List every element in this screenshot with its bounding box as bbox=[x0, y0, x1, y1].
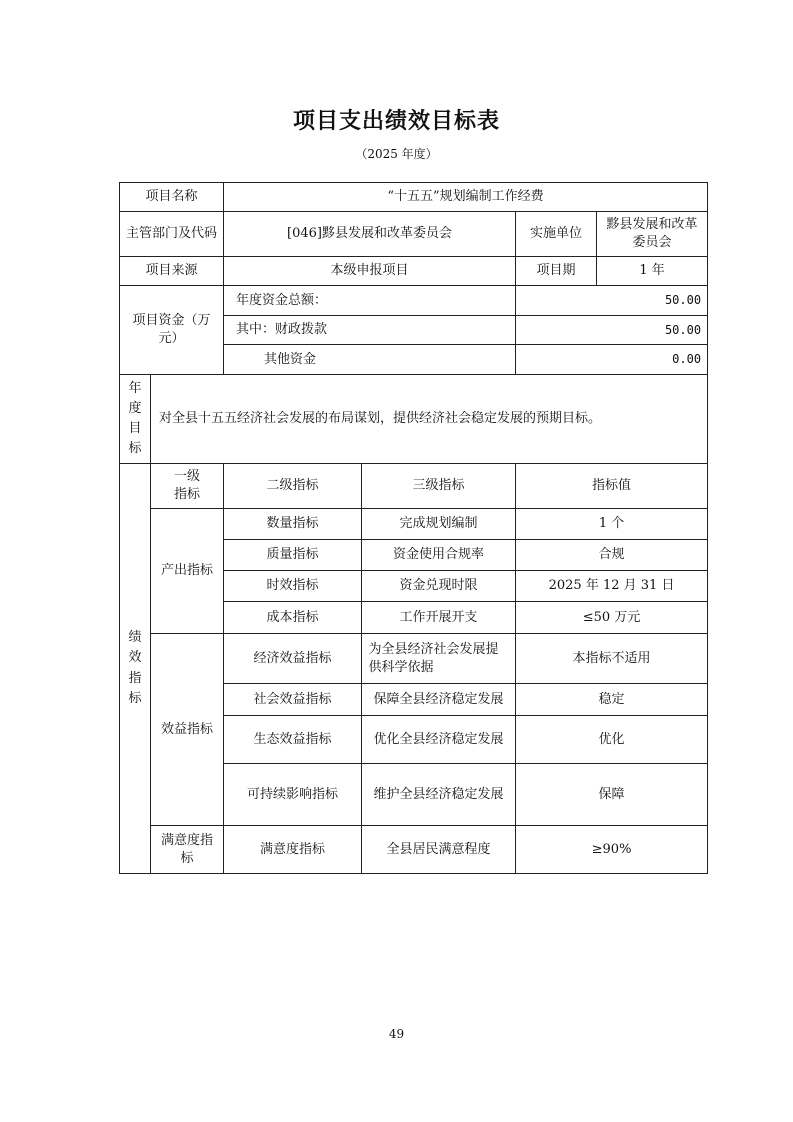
page-number: 49 bbox=[388, 1027, 405, 1041]
project-period-value: 1 年 bbox=[597, 257, 708, 286]
indicator-value: 1 个 bbox=[516, 509, 708, 540]
indicator-value: 优化 bbox=[516, 716, 708, 764]
funds-item-label: 其他资金 bbox=[224, 345, 516, 375]
satisfaction-row bbox=[120, 826, 708, 874]
indicator-value: 合规 bbox=[516, 540, 708, 571]
indicator-value: ≥90% bbox=[516, 826, 708, 874]
project-funds-label-text: 项目资金（万元） bbox=[132, 313, 211, 346]
header-value: 指标值 bbox=[516, 464, 708, 509]
satisfaction-indicator-label-text: 满意度指标 bbox=[160, 832, 213, 866]
indicator-value: 本指标不适用 bbox=[516, 634, 708, 684]
level3-indicator: 全县居民满意程度 bbox=[362, 826, 516, 874]
benefit-indicator-label: 效益指标 bbox=[151, 634, 224, 826]
indicator-value: ≤50 万元 bbox=[516, 602, 708, 634]
department-row bbox=[120, 212, 708, 257]
header-level2: 二级指标 bbox=[224, 464, 362, 509]
funds-item-value: 0.00 bbox=[516, 345, 708, 375]
level2-indicator: 满意度指标 bbox=[224, 826, 362, 874]
level2-indicator: 数量指标 bbox=[224, 509, 362, 540]
level2-indicator: 社会效益指标 bbox=[224, 684, 362, 716]
performance-indicators-label-text: 绩效指标 bbox=[128, 630, 142, 706]
page-title: 项目支出绩效目标表 bbox=[292, 109, 500, 134]
level2-indicator: 经济效益指标 bbox=[224, 634, 362, 684]
level3-indicator: 保障全县经济稳定发展 bbox=[362, 684, 516, 716]
funds-item-value: 50.00 bbox=[516, 286, 708, 316]
department-value: [046]黟县发展和改革委员会 bbox=[224, 212, 516, 257]
fiscal-year: （2025 年度） bbox=[355, 147, 438, 161]
indicator-value: 保障 bbox=[516, 764, 708, 826]
indicator-value: 2025 年 12 月 31 日 bbox=[516, 571, 708, 602]
annual-goal-label bbox=[120, 375, 151, 464]
level3-indicator: 工作开展开支 bbox=[362, 602, 516, 634]
header-level1-text: 一级指标 bbox=[173, 469, 200, 502]
implementing-unit-value: 黟县发展和改革委员会 bbox=[597, 212, 708, 257]
source-row bbox=[120, 257, 708, 286]
performance-indicators-label bbox=[120, 464, 151, 874]
department-label: 主管部门及代码 bbox=[120, 212, 224, 257]
indicator-value: 稳定 bbox=[516, 684, 708, 716]
annual-goal-row bbox=[120, 375, 708, 464]
project-source-label: 项目来源 bbox=[120, 257, 224, 286]
funds-item-label: 年度资金总额： bbox=[224, 286, 516, 316]
satisfaction-indicator-label bbox=[151, 826, 224, 874]
header-level3: 三级指标 bbox=[362, 464, 516, 509]
level2-indicator: 时效指标 bbox=[224, 571, 362, 602]
funds-item-label: 其中：财政拨款 bbox=[224, 316, 516, 345]
level2-indicator: 质量指标 bbox=[224, 540, 362, 571]
performance-target-table bbox=[119, 182, 708, 874]
level3-indicator: 资金兑现时限 bbox=[362, 571, 516, 602]
project-name-label: 项目名称 bbox=[120, 183, 224, 212]
level2-indicator: 成本指标 bbox=[224, 602, 362, 634]
level3-indicator-text: 为全县经济社会发展提供科学依据 bbox=[368, 641, 499, 675]
project-funds-label bbox=[120, 286, 224, 375]
level3-indicator: 优化全县经济稳定发展 bbox=[362, 716, 516, 764]
annual-goal-text: 对全县十五五经济社会发展的布局谋划，提供经济社会稳定发展的预期目标。 bbox=[151, 375, 708, 464]
level2-indicator: 可持续影响指标 bbox=[224, 764, 362, 826]
project-name-value: “十五五”规划编制工作经费 bbox=[224, 183, 708, 212]
project-source-value: 本级申报项目 bbox=[224, 257, 516, 286]
level3-indicator bbox=[362, 634, 516, 684]
indicator-header-row bbox=[120, 464, 708, 509]
output-indicator-label: 产出指标 bbox=[151, 509, 224, 634]
level2-indicator: 生态效益指标 bbox=[224, 716, 362, 764]
header-level1 bbox=[151, 464, 224, 509]
project-period-label: 项目期 bbox=[516, 257, 597, 286]
level3-indicator: 维护全县经济稳定发展 bbox=[362, 764, 516, 826]
funds-item-value: 50.00 bbox=[516, 316, 708, 345]
funds-row-total bbox=[120, 286, 708, 316]
benefit-row bbox=[120, 634, 708, 684]
annual-goal-label-text: 年度目标 bbox=[128, 380, 142, 457]
project-name-row bbox=[120, 183, 708, 212]
level3-indicator: 资金使用合规率 bbox=[362, 540, 516, 571]
implementing-unit-label: 实施单位 bbox=[516, 212, 597, 257]
output-row bbox=[120, 509, 708, 540]
level3-indicator: 完成规划编制 bbox=[362, 509, 516, 540]
